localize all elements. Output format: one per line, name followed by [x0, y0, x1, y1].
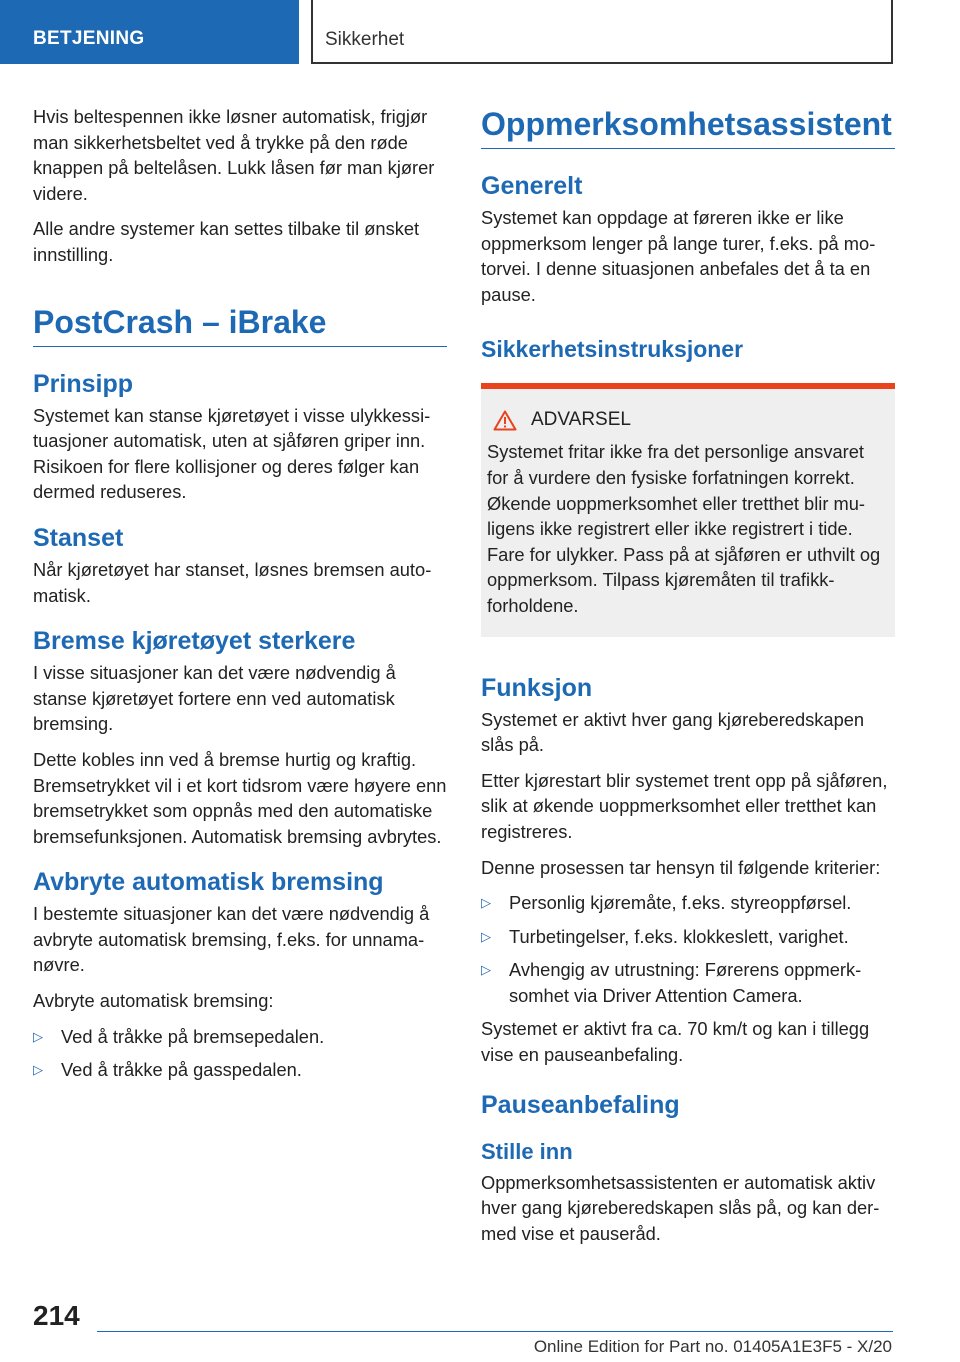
- postcrash-title: PostCrash – iBrake: [33, 302, 447, 347]
- prinsipp-heading: Prinsipp: [33, 369, 134, 398]
- footer-edition: Online Edition for Part no. 01405A1E3F5 - X/20: [533, 1337, 892, 1356]
- bremse-paragraph-1: I visse situasjoner kan det være nødvendig å stanse kjøretøyet fortere enn ved automatisk bremsing.: [33, 662, 396, 735]
- avbryte-paragraph-2: Avbryte automatisk bremsing:: [33, 990, 274, 1012]
- header-chapter-tab: [311, 0, 893, 64]
- funksjon-paragraph-2: Etter kjørestart blir systemet trent opp på sjåføren, slik at økende uoppmerksomhet eller tretthet kan registreres.: [481, 769, 888, 842]
- list-item: ▷ Personlig kjøremåte, f.eks. styreoppførsel.: [481, 890, 895, 916]
- footer-divider: [97, 1331, 893, 1332]
- list-item: ▷ Turbetingelser, f.eks. klokkeslett, varighet.: [481, 924, 895, 950]
- funksjon-paragraph-4: Systemet er aktivt fra ca. 70 km/t og kan i tillegg vise en pauseanbefaling.: [481, 1018, 870, 1066]
- right-column: [481, 104, 895, 1256]
- triangle-right-icon: ▷: [481, 962, 491, 978]
- triangle-right-icon: ▷: [481, 895, 491, 911]
- stille-paragraph: Oppmerksomhetsassistenten er automatisk aktiv hver gang kjøreberedskapen slås på, og kan dermed vise et pauseråd.: [481, 1171, 880, 1244]
- stanset-heading: Stanset: [33, 523, 124, 552]
- list-item: ▷ Ved å tråkke på bremsepedalen.: [33, 1024, 447, 1050]
- prinsipp-paragraph: Systemet kan stanse kjøretøyet i visse ulykkessituasjoner automatisk, uten at sjåføren griper inn. Risikoen for flere kollisjoner og deres følger kan dermed reduseres.: [33, 404, 431, 503]
- list-item: ▷ Ved å tråkke på gasspedalen.: [33, 1057, 447, 1083]
- bremse-paragraph-2: Dette kobles inn ved å bremse hurtig og kraftig. Bremsetrykket vil i et kort tidsrom være høyere enn bremsetrykket som oppnås med den automatiske bremsefunksjonen. Automatisk bremsing avbrytes.: [33, 748, 447, 847]
- header-section-tab: [0, 0, 299, 64]
- funksjon-paragraph-1: Systemet er aktivt hver gang kjøreberedskapen slås på.: [481, 708, 865, 756]
- avbryte-list: [33, 1024, 447, 1083]
- warning-triangle-icon: [493, 410, 517, 431]
- triangle-right-icon: ▷: [33, 1028, 43, 1044]
- triangle-right-icon: ▷: [481, 928, 491, 944]
- generelt-paragraph: Systemet kan oppdage at føreren ikke er like oppmerksom lenger på lange turer, f.eks. på motorvei. I denne situasjonen anbefales det å ta en pause.: [481, 207, 876, 305]
- warning-header: [487, 409, 887, 431]
- sikkerhet-heading: Sikkerhetsinstruksjoner: [481, 336, 744, 363]
- warning-text: Systemet fritar ikke fra det personlige ansvaret for å vurdere den fysiske forfatningen korrekt. Økende uoppmerksomhet eller tretthet blir muligens ikke registrert eller ikke registrert i tide. Fare for ulykker. Pass på at sjåføren er uthvilt og oppmerksom. Tilpass kjøremåten til trafikkforholdene.: [487, 441, 881, 616]
- avbryte-paragraph-1: I bestemte situasjoner kan det være nødvendig å avbryte automatisk bremsing, f.eks. for unnamanøvre.: [33, 903, 430, 976]
- warning-box: [481, 383, 895, 636]
- left-column: [33, 104, 447, 1091]
- bremse-heading: Bremse kjøretøyet sterkere: [33, 627, 356, 656]
- stille-heading: Stille inn: [481, 1138, 573, 1164]
- funksjon-heading: Funksjon: [481, 673, 593, 702]
- kriterier-list: [481, 890, 895, 1008]
- list-item: ▷ Avhengig av utrustning: Førerens oppmerksomhet via Driver Attention Camera.: [481, 959, 862, 1006]
- intro-paragraph-1: Hvis beltespennen ikke løsner automatisk, frigjør man sikkerhetsbeltet ved å trykke på den røde knappen på beltelåsen. Lukk låsen før man kjører videre.: [33, 106, 435, 204]
- stanset-paragraph: Når kjøretøyet har stanset, løsnes bremsen automatisk.: [33, 558, 432, 606]
- generelt-heading: Generelt: [481, 172, 583, 200]
- funksjon-paragraph-3: Denne prosessen tar hensyn til følgende kriterier:: [481, 856, 881, 878]
- avbryte-heading: Avbryte automatisk bremsing: [33, 868, 384, 897]
- page-number: 214: [33, 1300, 80, 1331]
- intro-paragraph-2: Alle andre systemer kan settes tilbake til ønsket innstilling.: [33, 218, 420, 265]
- warning-title: ADVARSEL: [531, 409, 631, 431]
- oppmerksomhet-title: Oppmerksomhetsassistent: [481, 104, 895, 149]
- header-chapter-label: Sikkerhet: [325, 29, 405, 50]
- pause-heading: Pauseanbefaling: [481, 1090, 680, 1119]
- triangle-right-icon: ▷: [33, 1062, 43, 1078]
- header-section-label: BETJENING: [33, 28, 145, 49]
